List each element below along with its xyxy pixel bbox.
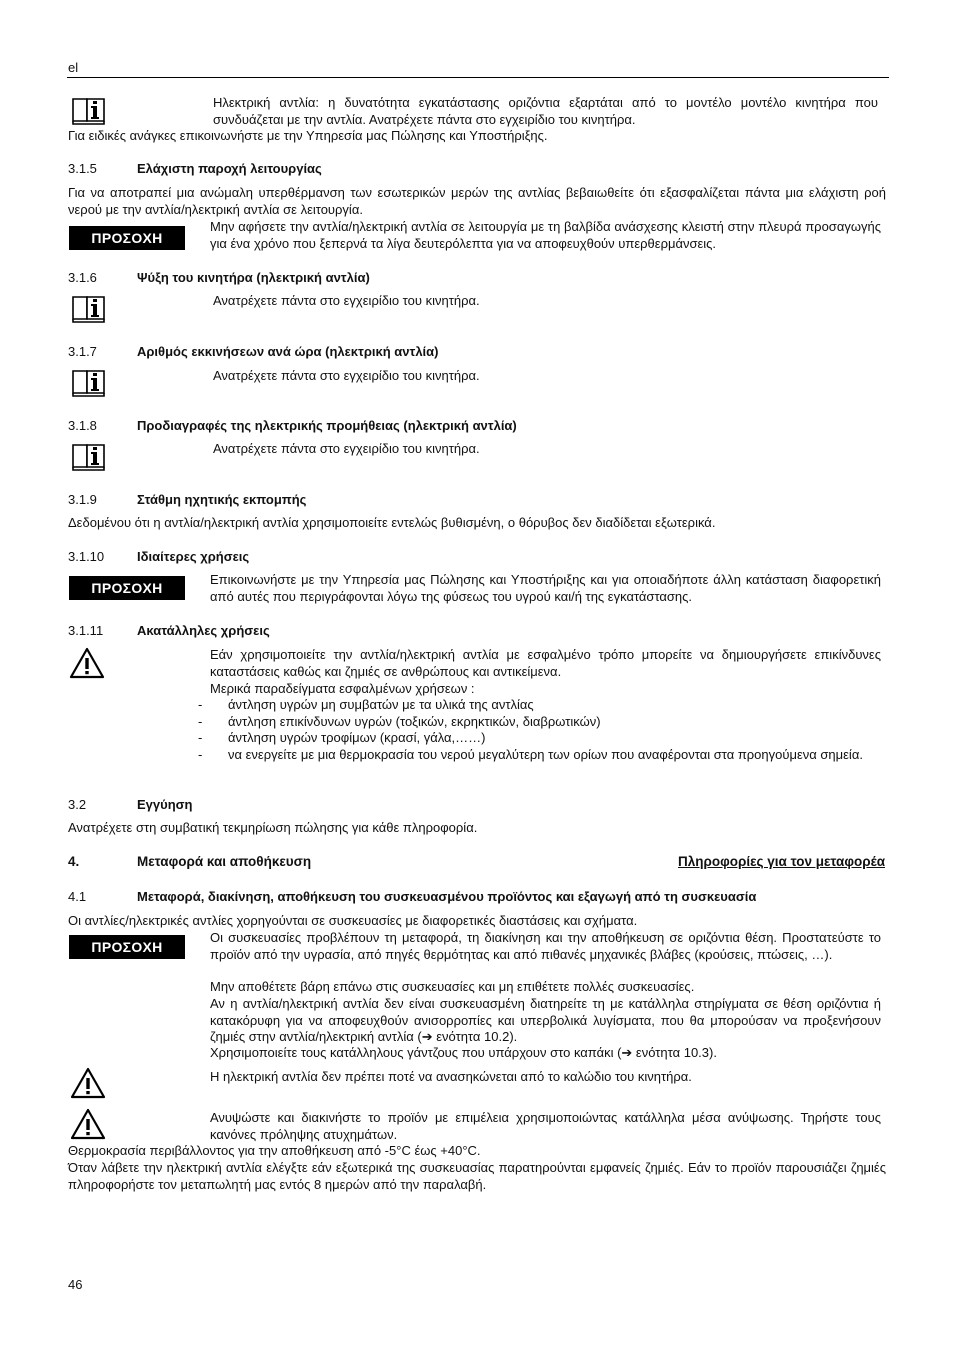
caution-text: Μην αποθέτετε βάρη επάνω στις συσκευασίες και μη επιθέτετε πολλές συσκευασίες.: [210, 979, 695, 994]
section-number: 3.2: [68, 797, 87, 812]
section-title: Ελάχιστη παροχή λειτουργίας: [137, 161, 322, 176]
manual-book-icon: [71, 95, 107, 127]
caution-text: Αν η αντλία/ηλεκτρική αντλία δεν είναι συσκευασμένη διατηρείτε τη με κατάλληλα στηρίγματα σε θέση οριζόντια ή κατακόρυφη για να αποφευχθούν ανισορροπίες και υπερβολικά λυγίσματα, που θα μπορούσαν να προξενήσουν ζημιές στην αντλία/ηλεκτρική αντλία (➔ ενότητα 10.2).: [210, 996, 881, 1044]
section-title: Στάθμη ηχητικής εκπομπής: [137, 492, 307, 507]
danger-icon: [69, 647, 105, 680]
paragraph: Οι αντλίες/ηλεκτρικές αντλίες χορηγούνται σε συσκευασίες με διαφορετικές διαστάσεις και σχήματα.: [68, 913, 638, 928]
section-number: 3.1.11: [68, 623, 104, 638]
caution-text: Χρησιμοποιείτε τους κατάλληλους γάντζους που υπάρχουν στο καπάκι (➔ ενότητα 10.3).: [210, 1045, 717, 1060]
paragraph: Μερικά παραδείγματα εσφαλμένων χρήσεων :: [210, 681, 475, 696]
page-number: 46: [68, 1277, 83, 1292]
caution-text: Μην αφήσετε την αντλία/ηλεκτρική αντλία σε λειτουργία με τη βαλβίδα ανάσχεσης κλειστή στην πλευρά προσαγωγής για ένα χρόνο που ξεπερνά τα λίγα δευτερόλεπτα για να αποφευχθούν υπερθερμάνσεις.: [210, 219, 881, 251]
language-code: el: [68, 60, 79, 75]
chapter-title: Μεταφορά και αποθήκευση: [137, 854, 312, 869]
carrier-info-heading: Πληροφορίες για τον μεταφορέα: [677, 854, 885, 869]
danger-icon: [70, 1067, 106, 1100]
section-title: Ακατάλληλες χρήσεις: [137, 623, 270, 638]
section-number: 3.1.8: [68, 418, 97, 433]
caution-label: ΠΡΟΣΟΧΗ: [69, 226, 185, 250]
list-item: - άντληση επικίνδυνων υγρών (τοξικών, εκρηκτικών, διαβρωτικών): [198, 713, 601, 729]
paragraph: Εάν χρησιμοποιείτε την αντλία/ηλεκτρική αντλία με εσφαλμένο τρόπο μπορείτε να δημιουργήσετε επικίνδυνες καταστάσεις καθώς και ζημιές σε ανθρώπους και αντικείμενα.: [210, 647, 881, 679]
caution-text: Οι συσκευασίες προβλέπουν τη μεταφορά, τη διακίνηση και την αποθήκευση σε οριζόντια θέση. Προστατεύστε το προϊόν από την υγρασία, από πηγές θερμότητας και από πιθανές μηχανικές βλάβες (κρούσεις, πτώσεις, …).: [210, 930, 881, 962]
paragraph: Ανατρέχετε στη συμβατική τεκμηρίωση πώλησης για κάθε πληροφορία.: [68, 820, 478, 835]
section-title: Ψύξη του κινητήρα (ηλεκτρική αντλία): [137, 270, 370, 285]
section-title: Προδιαγραφές της ηλεκτρικής προμήθειας (ηλεκτρική αντλία): [137, 418, 517, 433]
intro-note: Για ειδικές ανάγκες επικοινωνήστε με την Υπηρεσία μας Πώλησης και Υποστήριξης.: [68, 128, 548, 143]
danger-text: Η ηλεκτρική αντλία δεν πρέπει ποτέ να ανασηκώνεται από το καλώδιο του κινητήρα.: [210, 1069, 692, 1084]
section-number: 3.1.5: [68, 161, 97, 176]
paragraph: Ανατρέχετε πάντα στο εγχειρίδιο του κινητήρα.: [213, 293, 480, 308]
manual-book-icon: [71, 293, 107, 325]
list-item: - να ενεργείτε με μια θερμοκρασία του νερού μεγαλύτερη των ορίων που αναφέρονται στα προηγούμενα σημεία.: [198, 746, 863, 762]
caution-label: ΠΡΟΣΟΧΗ: [69, 935, 185, 959]
section-title: Μεταφορά, διακίνηση, αποθήκευση του συσκευασμένου προϊόντος και εξαγωγή από τη συσκευασία: [137, 889, 757, 904]
caution-label: ΠΡΟΣΟΧΗ: [69, 576, 185, 600]
paragraph: Δεδομένου ότι η αντλία/ηλεκτρική αντλία χρησιμοποιείτε εντελώς βυθισμένη, ο θόρυβος δεν διαδίδεται εξωτερικά.: [68, 515, 716, 530]
header-rule: [67, 77, 889, 78]
paragraph: Για να αποτραπεί μια ανώμαλη υπερθέρμανση των εσωτερικών μερών της αντλίας βεβαιωθείτε ότι εξασφαλίζεται πάντα μια ελάχιστη ροή νερού με την αντλία/ηλεκτρική αντλία σε λειτουργία.: [68, 185, 886, 217]
section-number: 3.1.7: [68, 344, 97, 359]
misuse-list: [198, 697, 881, 763]
section-title: Αριθμός εκκινήσεων ανά ώρα (ηλεκτρική αντλία): [137, 344, 439, 359]
manual-book-icon: [71, 441, 107, 473]
caution-text: Επικοινωνήστε με την Υπηρεσία μας Πώλησης και Υποστήριξης και για οποιαδήποτε άλλη κατάσταση διαφορετική από αυτές που περιγράφονται λόγω της φύσεως του υγρού και/ή της εγκατάστασης.: [210, 572, 881, 604]
manual-book-icon: [71, 367, 107, 399]
list-item: - άντληση υγρών μη συμβατών με τα υλικά της αντλίας: [198, 697, 534, 712]
paragraph: Ανατρέχετε πάντα στο εγχειρίδιο του κινητήρα.: [213, 368, 480, 383]
chapter-number: 4.: [68, 854, 80, 869]
section-number: 4.1: [68, 889, 87, 904]
paragraph: Θερμοκρασία περιβάλλοντος για την αποθήκευση από -5°C έως +40°C.: [68, 1143, 481, 1158]
section-title: Ιδιαίτερες χρήσεις: [137, 549, 250, 564]
intro-manual-text: Ηλεκτρική αντλία: η δυνατότητα εγκατάστασης οριζόντια εξαρτάται από το μοντέλο μοντέλο κινητήρα που συνδυάζεται με την αντλία. Ανατρέχετε πάντα στο εγχειρίδιο του κινητήρα.: [213, 95, 878, 127]
danger-icon: [70, 1108, 106, 1141]
paragraph: Όταν λάβετε την ηλεκτρική αντλία ελέγξτε εάν εξωτερικά της συσκευασίας παρατηρούνται εμφανείς ζημιές. Εάν το προϊόν παρουσιάζει ζημιές πληροφορήστε τον μεταπωλητή μας εντός 8 ημερών από την παραλαβή.: [68, 1160, 886, 1192]
section-title: Εγγύηση: [137, 797, 193, 812]
section-number: 3.1.6: [68, 270, 97, 285]
section-number: 3.1.9: [68, 492, 97, 507]
danger-text: Ανυψώστε και διακινήστε το προϊόν με επιμέλεια χρησιμοποιώντας κατάλληλα μέσα ανύψωσης. Τηρήστε τους κανόνες πρόληψης ατυχημάτων.: [210, 1110, 881, 1142]
section-number: 3.1.10: [68, 549, 105, 564]
paragraph: Ανατρέχετε πάντα στο εγχειρίδιο του κινητήρα.: [213, 441, 480, 456]
list-item: - άντληση υγρών τροφίμων (κρασί, γάλα,……): [198, 730, 486, 745]
